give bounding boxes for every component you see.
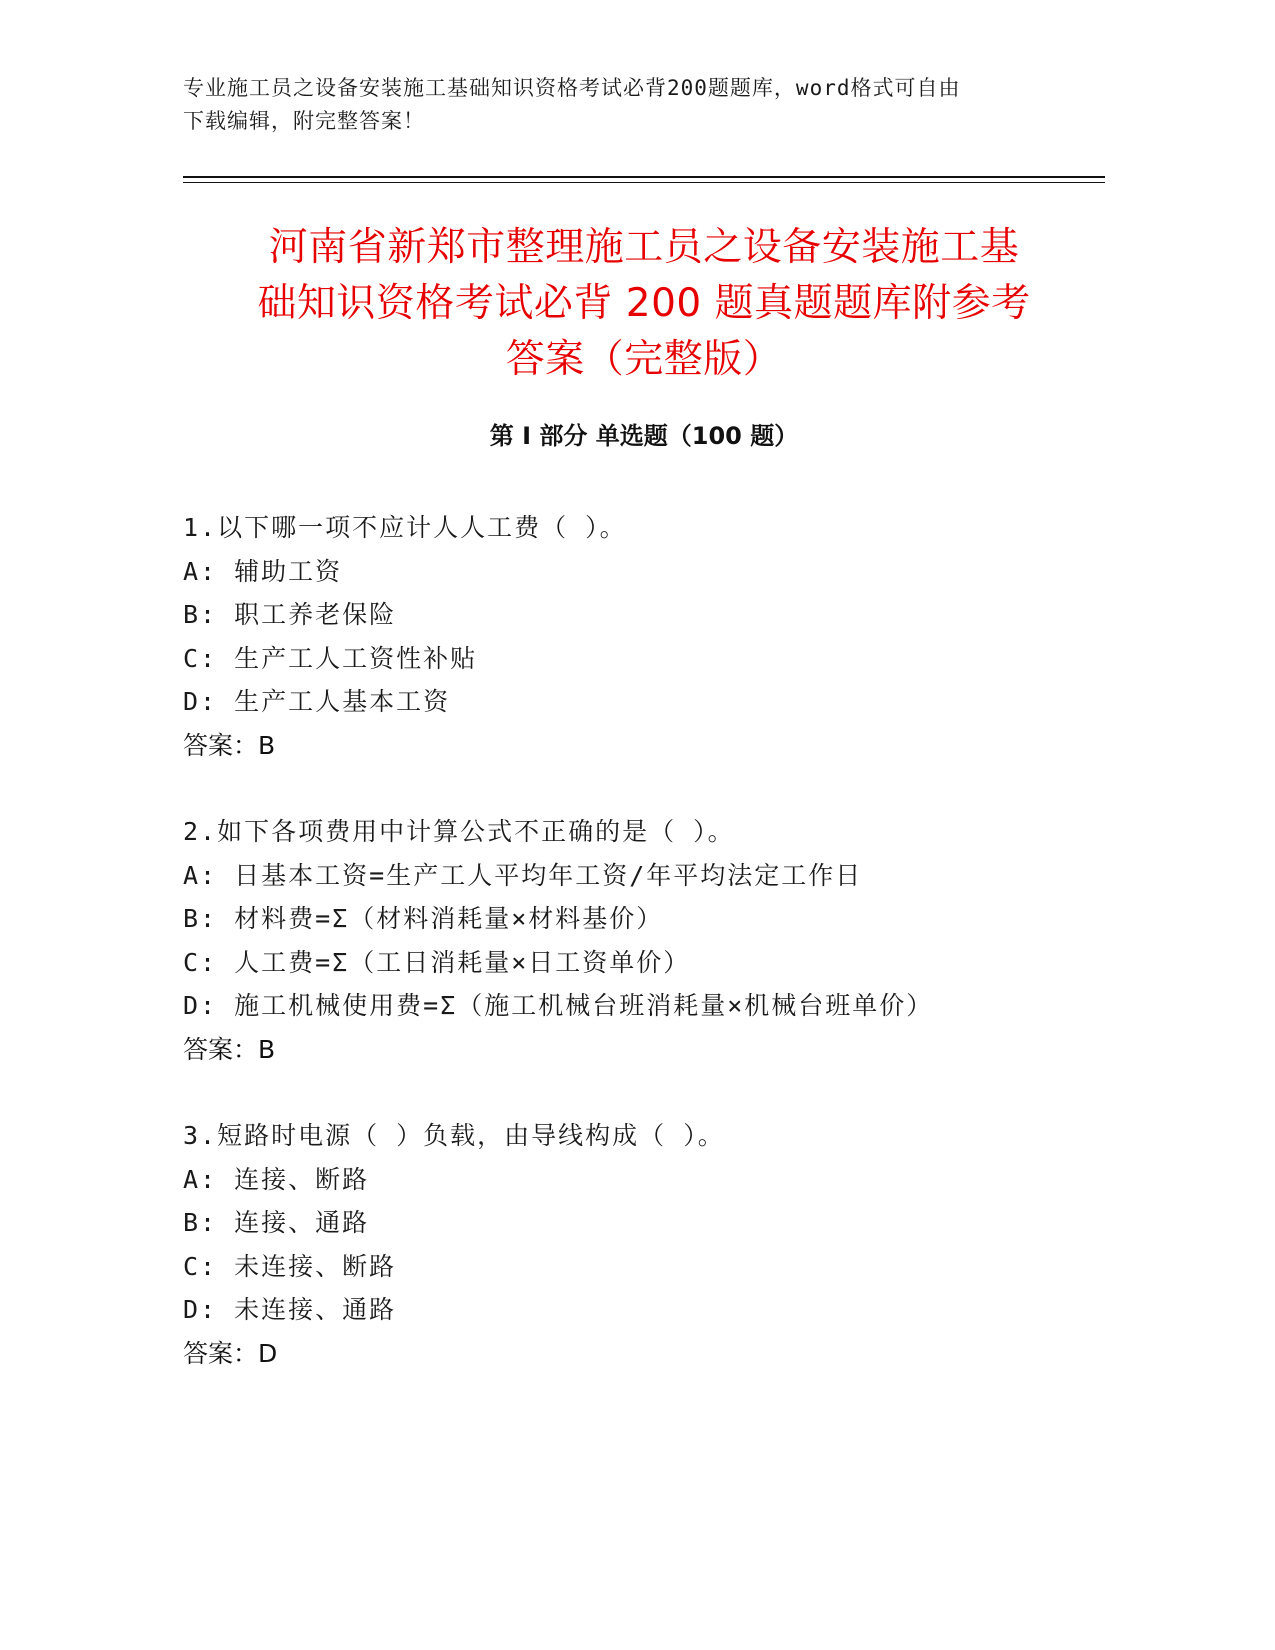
question-3 [183, 1114, 1105, 1375]
header-note [183, 72, 1063, 138]
question-2 [183, 810, 1105, 1071]
question-1 [183, 506, 1105, 767]
option-b: B: 连接、通路 [183, 1208, 370, 1237]
question-stem: 3.短路时电源（ ）负载，由导线构成（ ）。 [183, 1121, 725, 1150]
option-d: D: 未连接、通路 [183, 1295, 397, 1324]
option-c: C: 生产工人工资性补贴 [183, 643, 478, 673]
answer: 答案：B [183, 1034, 276, 1064]
question-stem: 1.以下哪一项不应计人人工费（ ）。 [183, 513, 627, 542]
option-d: D: 施工机械使用费=Σ（施工机械台班消耗量×机械台班单价） [183, 991, 934, 1020]
question-list [183, 506, 1105, 1418]
option-c: C: 未连接、断路 [183, 1251, 397, 1281]
header-divider-thick [183, 176, 1105, 178]
answer: 答案：B [183, 730, 276, 760]
document-title-line-1: 河南省新郑市整理施工员之设备安装施工基 [268, 225, 1020, 270]
header-divider-thin [183, 182, 1105, 183]
document-title-line-2: 础知识资格考试必背 200 题真题题库附参考 [257, 281, 1031, 326]
option-a: A: 辅助工资 [183, 556, 343, 586]
option-b: B: 职工养老保险 [183, 600, 397, 629]
option-c: C: 人工费=Σ（工日消耗量×日工资单价） [183, 947, 691, 977]
document-title-line-3: 答案（完整版） [505, 337, 783, 382]
option-d: D: 生产工人基本工资 [183, 687, 451, 716]
question-stem: 2.如下各项费用中计算公式不正确的是（ ）。 [183, 817, 735, 846]
header-note-line-1: 专业施工员之设备安装施工基础知识资格考试必背200题题库，word格式可自由 [183, 76, 961, 100]
option-a: A: 日基本工资=生产工人平均年工资/年平均法定工作日 [183, 860, 863, 890]
option-b: B: 材料费=Σ（材料消耗量×材料基价） [183, 904, 664, 933]
option-a: A: 连接、断路 [183, 1164, 370, 1194]
answer: 答案：D [183, 1338, 278, 1368]
header-note-line-2: 下载编辑，附完整答案！ [183, 109, 425, 133]
section-title: 第 I 部分 单选题（100 题） [489, 422, 799, 450]
document-title [183, 220, 1105, 388]
